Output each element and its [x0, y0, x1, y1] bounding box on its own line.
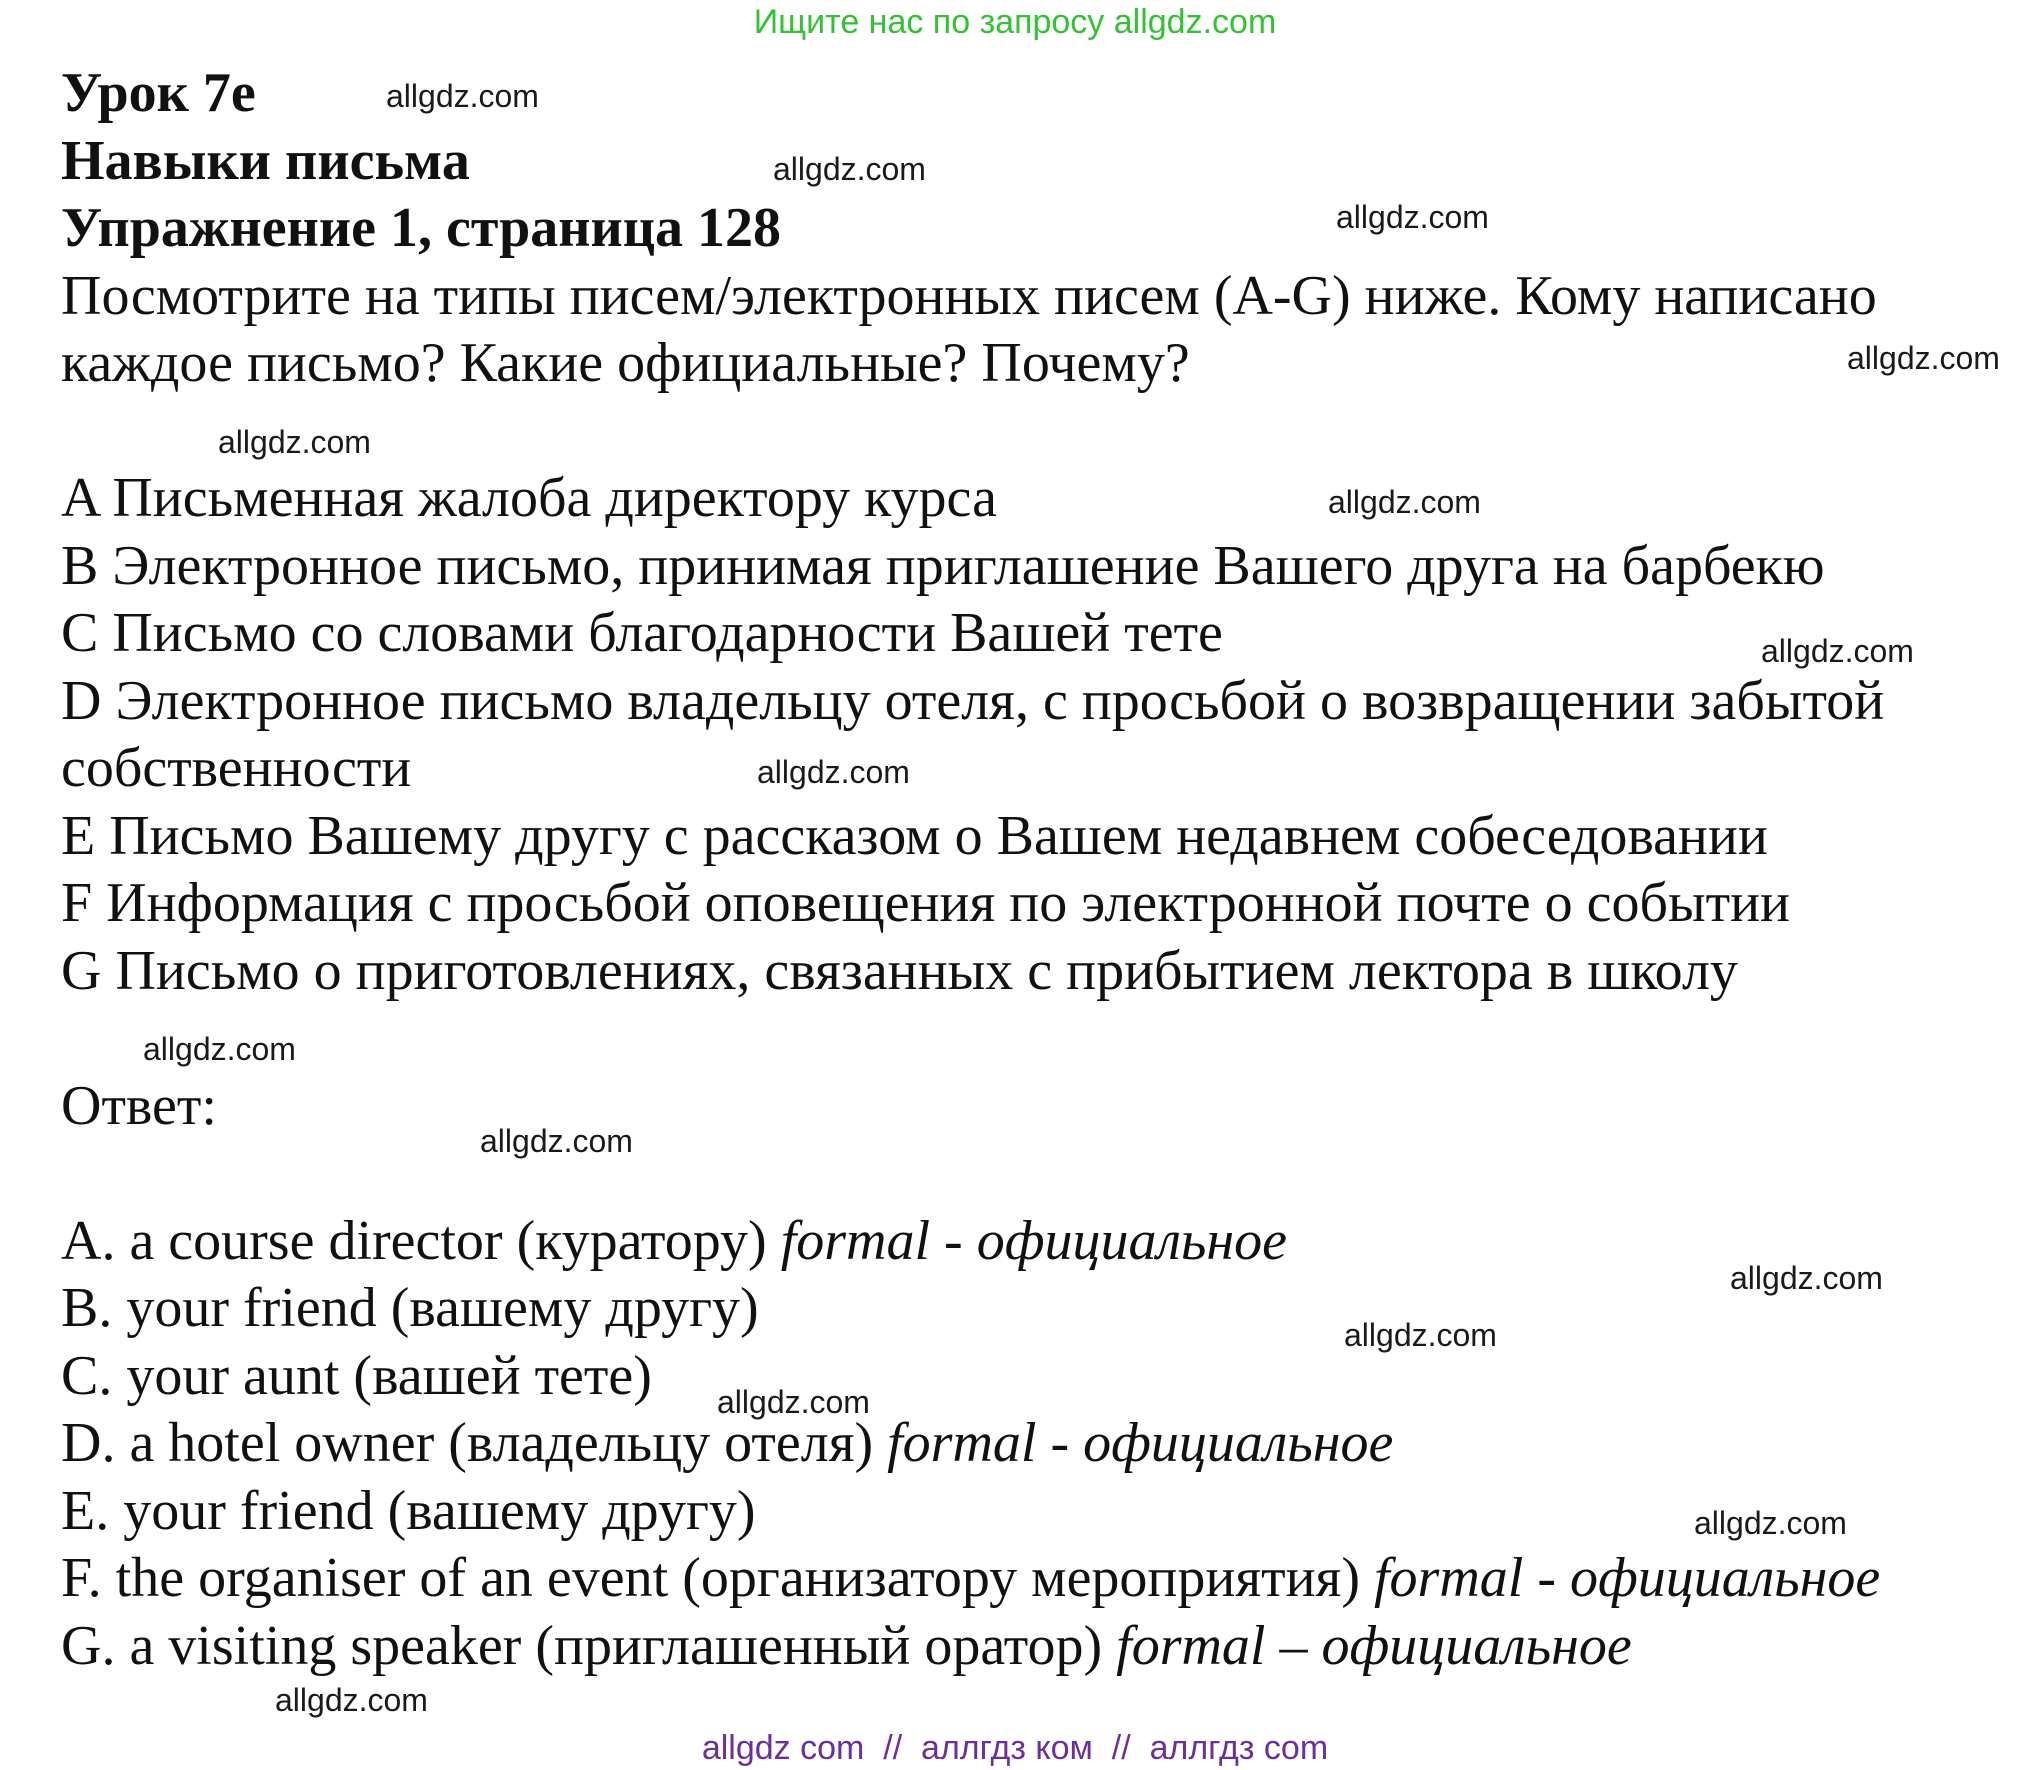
- answer-e: [61, 1478, 1884, 1546]
- option-f: F Информация с просьбой оповещения по электронной почте о событии: [61, 872, 1790, 934]
- answer-text: C. your aunt (вашей тете): [61, 1344, 652, 1407]
- exercise-title: Упражнение 1, страница 128: [61, 197, 782, 259]
- instruction-text: [61, 263, 1884, 398]
- search-banner: Ищите нас по запросу allgdz.com: [753, 3, 1277, 41]
- option-b: B Электронное письмо, принимая приглашение Вашего друга на барбекю: [61, 534, 1825, 597]
- answer-text: D. a hotel owner (владельцу отеля): [61, 1412, 874, 1474]
- option-c: C Письмо со словами благодарности Вашей тете: [61, 602, 1223, 664]
- answer-f: [61, 1545, 1884, 1613]
- watermark: allgdz.com: [386, 78, 539, 114]
- option-e: E Письмо Вашему другу с рассказом о Вашем недавнем собеседовании: [61, 804, 1768, 867]
- watermark: allgdz.com: [218, 424, 371, 460]
- option-d: [61, 668, 1884, 803]
- watermark: allgdz.com: [1336, 199, 1489, 235]
- watermark: allgdz.com: [1694, 1505, 1847, 1541]
- answer-text: F. the organiser of an event (организатору мероприятия): [61, 1547, 1360, 1609]
- watermark: allgdz.com: [143, 1031, 296, 1067]
- answer-g: [61, 1613, 1884, 1681]
- answers-list: [61, 1208, 1884, 1681]
- answer-text: E. your friend (вашему другу): [61, 1479, 756, 1542]
- option-d-line: собственности: [61, 737, 412, 799]
- watermark: allgdz.com: [1761, 633, 1914, 669]
- watermark: allgdz.com: [275, 1682, 428, 1718]
- answer-c: [61, 1343, 1884, 1411]
- answer-formal-note: formal – официальное: [1116, 1614, 1632, 1677]
- lesson-title: Урок 7е: [61, 62, 256, 124]
- option-d-line: D Электронное письмо владельцу отеля, с просьбой о возвращении забытой: [61, 669, 1885, 732]
- option-g: G Письмо о приготовлениях, связанных с прибытием лектора в школу: [61, 939, 1738, 1002]
- answer-b: [61, 1275, 1884, 1343]
- instruction-line: Посмотрите на типы писем/электронных писем (A-G) ниже. Кому написано: [61, 264, 1877, 327]
- document-body: [61, 60, 1884, 1680]
- section-title: Навыки письма: [61, 129, 470, 192]
- watermark: allgdz.com: [1344, 1317, 1497, 1353]
- answer-formal-note: formal - официальное: [780, 1209, 1287, 1272]
- watermark: allgdz.com: [717, 1384, 870, 1420]
- watermark: allgdz.com: [757, 754, 910, 790]
- answer-text: B. your friend (вашему другу): [61, 1277, 759, 1339]
- watermark: allgdz.com: [773, 151, 926, 187]
- watermark: allgdz.com: [480, 1123, 633, 1159]
- answer-label: Ответ:: [61, 1074, 217, 1137]
- answer-formal-note: formal - официальное: [1373, 1547, 1881, 1609]
- answer-text: A. a course director (куратору): [61, 1209, 767, 1272]
- watermark: allgdz.com: [1328, 484, 1481, 520]
- instruction-line: каждое письмо? Какие официальные? Почему?: [61, 332, 1190, 394]
- answer-a: [61, 1208, 1884, 1276]
- watermark: allgdz.com: [1847, 340, 2000, 376]
- watermark: allgdz.com: [1730, 1260, 1883, 1296]
- footer-watermark: allgdz com // аллгдз ком // аллгдз com: [701, 1729, 1329, 1767]
- answer-d: [61, 1410, 1884, 1478]
- answer-text: G. a visiting speaker (приглашенный оратор): [61, 1614, 1103, 1677]
- option-a: A Письменная жалоба директору курса: [61, 467, 997, 529]
- options-list: [61, 465, 1884, 1005]
- answer-formal-note: formal - официальное: [887, 1412, 1394, 1474]
- heading-block: [61, 60, 1884, 263]
